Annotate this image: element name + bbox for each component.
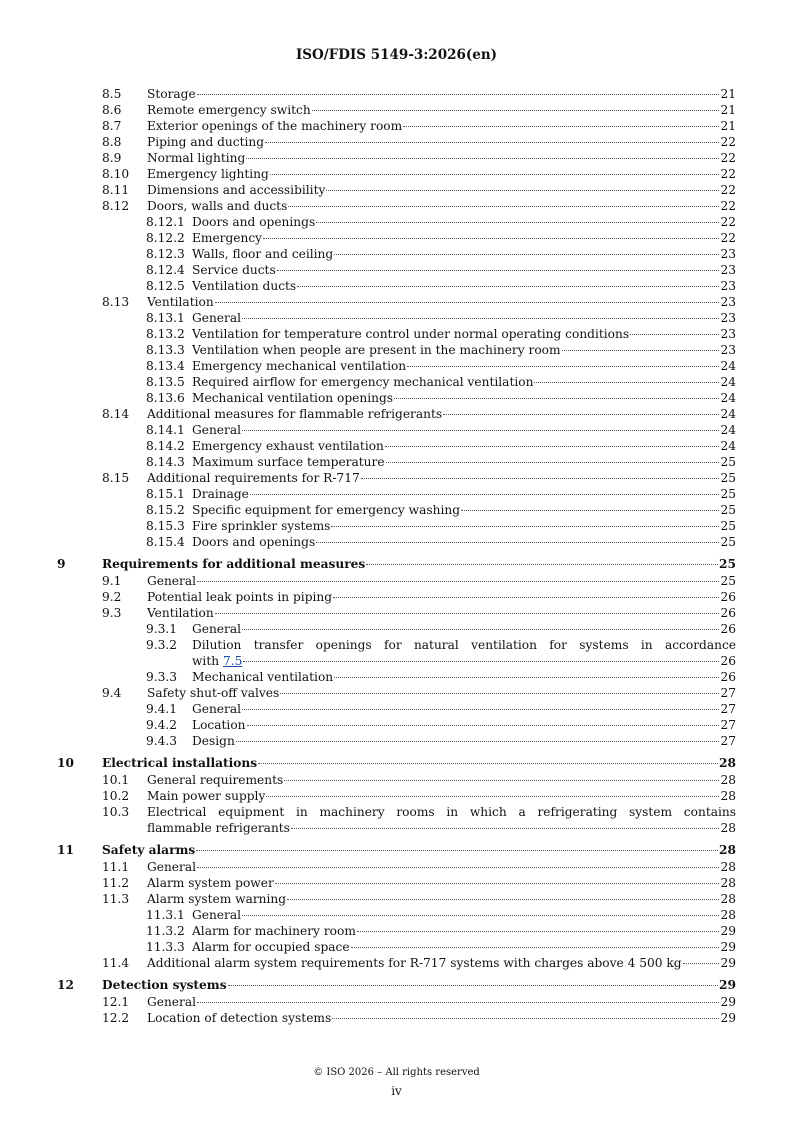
- toc-entry[interactable]: [0, 262, 793, 278]
- toc-entry[interactable]: [0, 939, 793, 955]
- toc-leader-dots: [258, 762, 718, 764]
- toc-leader-dots: [331, 525, 719, 527]
- toc-entry-page: 28: [720, 821, 736, 835]
- toc-entry[interactable]: [0, 406, 793, 422]
- toc-leader-dots: [247, 724, 720, 726]
- toc-entry-number: 8.9: [102, 151, 122, 165]
- toc-entry[interactable]: [0, 605, 793, 621]
- toc-entry-page: 28: [719, 843, 736, 857]
- toc-entry-page: 22: [720, 199, 736, 213]
- clause-reference-link[interactable]: 7.5: [222, 654, 243, 668]
- toc-entry-title: General: [147, 860, 196, 874]
- toc-entry-number: 8.12.5: [146, 279, 185, 293]
- toc-entry-page: 22: [720, 135, 736, 149]
- toc-leader-dots: [332, 1017, 719, 1019]
- toc-leader-dots: [334, 253, 719, 255]
- toc-entry-page: 22: [720, 231, 736, 245]
- toc-entry-page: 25: [720, 471, 736, 485]
- toc-entry-page: 28: [720, 773, 736, 787]
- toc-leader-dots: [351, 946, 720, 948]
- toc-entry-number: 11.1: [102, 860, 130, 874]
- toc-leader-dots: [197, 93, 720, 95]
- toc-leader-dots: [197, 866, 719, 868]
- toc-entry-number: 9.4: [102, 686, 122, 700]
- toc-entry-title: General: [192, 908, 241, 922]
- toc-leader-dots: [386, 461, 720, 463]
- toc-entry[interactable]: [0, 390, 793, 406]
- toc-entry[interactable]: [0, 278, 793, 294]
- toc-entry-number: 9.4.3: [146, 734, 178, 748]
- toc-entry-page: 23: [720, 295, 736, 309]
- toc-entry-title: Walls, floor and ceiling: [192, 247, 334, 261]
- toc-entry[interactable]: [0, 589, 793, 605]
- toc-leader-dots: [242, 914, 719, 916]
- toc-leader-dots: [242, 628, 719, 630]
- toc-entry[interactable]: [0, 214, 793, 230]
- toc-entry-page: 28: [720, 892, 736, 906]
- toc-leader-dots: [403, 125, 719, 127]
- toc-continuation-text: flammable refrigerants: [147, 821, 290, 835]
- toc-leader-dots: [407, 365, 719, 367]
- toc-entry-title-continued: [147, 820, 290, 836]
- toc-entry-number: 8.6: [102, 103, 122, 117]
- toc-entry-title: Additional measures for flammable refrigerants: [147, 407, 443, 421]
- toc-entry[interactable]: [0, 422, 793, 438]
- toc-leader-dots: [236, 740, 720, 742]
- toc-entry-page: 24: [720, 375, 736, 389]
- toc-entry-title: Remote emergency switch: [147, 103, 311, 117]
- toc-entry-page: 27: [720, 718, 736, 732]
- toc-entry[interactable]: [0, 573, 793, 589]
- toc-leader-dots: [361, 477, 720, 479]
- toc-entry-title: Emergency mechanical ventilation: [192, 359, 407, 373]
- toc-entry[interactable]: [0, 198, 793, 214]
- toc-entry-title: Detection systems: [102, 978, 227, 992]
- toc-entry-number: 8.12.3: [146, 247, 185, 261]
- toc-entry-number: 12.2: [102, 1011, 130, 1025]
- toc-entry[interactable]: [0, 842, 793, 858]
- toc-entry-page: 23: [720, 327, 736, 341]
- toc-entry[interactable]: [0, 182, 793, 198]
- toc-leader-dots: [326, 189, 719, 191]
- toc-entry[interactable]: [0, 733, 793, 749]
- toc-entry-title: Emergency exhaust ventilation: [192, 439, 384, 453]
- toc-entry[interactable]: [0, 134, 793, 150]
- toc-leader-dots: [280, 692, 719, 694]
- toc-entry-number: 11.3.3: [146, 940, 185, 954]
- toc-entry[interactable]: [0, 150, 793, 166]
- toc-entry[interactable]: [0, 1010, 793, 1026]
- toc-entry-page: 25: [720, 487, 736, 501]
- toc-entry-title: General: [147, 574, 196, 588]
- toc-entry-number: 10: [57, 756, 74, 770]
- toc-entry-title: Ventilation ducts: [192, 279, 297, 293]
- toc-entry-title: General requirements: [147, 773, 284, 787]
- toc-entry[interactable]: [0, 470, 793, 486]
- toc-entry[interactable]: [0, 669, 793, 685]
- toc-entry-title: Alarm for machinery room: [192, 924, 356, 938]
- toc-entry-number: 12: [57, 978, 74, 992]
- toc-entry-title: Safety shut-off valves: [147, 686, 280, 700]
- toc-entry-page: 25: [720, 455, 736, 469]
- toc-continuation-prefix: with: [192, 654, 223, 668]
- toc-entry[interactable]: [0, 875, 793, 891]
- toc-entry-number: 8.12.2: [146, 231, 185, 245]
- toc-leader-dots: [291, 827, 720, 829]
- toc-entry[interactable]: [0, 326, 793, 342]
- toc-entry-page: 26: [720, 590, 736, 604]
- toc-entry-title: Drainage: [192, 487, 249, 501]
- toc-entry-number: 8.13.1: [146, 311, 185, 325]
- toc-entry-page: 27: [720, 734, 736, 748]
- toc-entry-number: 12.1: [102, 995, 130, 1009]
- toc-entry-number: 8.14.3: [146, 455, 185, 469]
- toc-entry[interactable]: [0, 230, 793, 246]
- toc-entry-page: 29: [720, 924, 736, 938]
- toc-entry-title: Potential leak points in piping: [147, 590, 333, 604]
- toc-entry-number: 8.13: [102, 295, 130, 309]
- toc-leader-dots: [265, 141, 719, 143]
- toc-leader-dots: [197, 580, 719, 582]
- toc-leader-dots: [312, 109, 720, 111]
- toc-entry-title: Alarm for occupied space: [192, 940, 350, 954]
- toc-entry-number: 9.4.1: [146, 702, 178, 716]
- toc-entry-title: Service ducts: [192, 263, 276, 277]
- toc-entry-page: 28: [720, 908, 736, 922]
- toc-entry-page: 21: [720, 87, 736, 101]
- toc-entry-title: Doors and openings: [192, 215, 316, 229]
- toc-entry[interactable]: [0, 804, 793, 820]
- toc-entry-page: 25: [720, 535, 736, 549]
- toc-entry[interactable]: [0, 86, 793, 102]
- toc-entry-number: 10.1: [102, 773, 130, 787]
- toc-entry-number: 11.3: [102, 892, 130, 906]
- toc-entry-page: 26: [720, 606, 736, 620]
- toc-entry-number: 8.15.2: [146, 503, 185, 517]
- toc-leader-dots: [215, 301, 720, 303]
- toc-entry-title: Mechanical ventilation openings: [192, 391, 394, 405]
- toc-entry-number: 8.13.3: [146, 343, 185, 357]
- copyright-notice: © ISO 2026 – All rights reserved: [313, 1067, 480, 1078]
- toc-entry-number: 8.15: [102, 471, 130, 485]
- toc-entry-page: 26: [720, 622, 736, 636]
- toc-leader-dots: [243, 660, 719, 662]
- toc-entry[interactable]: [0, 685, 793, 701]
- toc-leader-dots: [263, 237, 719, 239]
- toc-entry-title: Ventilation for temperature control under normal operating conditions: [192, 327, 630, 341]
- toc-entry-title: General: [192, 423, 241, 437]
- toc-entry-page: 24: [720, 423, 736, 437]
- toc-entry-title: Ventilation when people are present in the machinery room: [192, 343, 561, 357]
- toc-entry-number: 8.12.4: [146, 263, 185, 277]
- toc-leader-dots: [228, 984, 718, 986]
- toc-leader-dots: [250, 493, 720, 495]
- toc-entry-number: 11.3.1: [146, 908, 185, 922]
- toc-entry-number: 9.3.2: [146, 638, 178, 652]
- toc-entry-page: 23: [720, 343, 736, 357]
- toc-entry-title: Location of detection systems: [147, 1011, 332, 1025]
- toc-entry-title: General: [192, 702, 241, 716]
- toc-leader-dots: [630, 333, 719, 335]
- toc-entry-title: General: [192, 311, 241, 325]
- toc-leader-dots: [334, 676, 719, 678]
- page-number: iv: [391, 1084, 402, 1098]
- toc-entry-number: 8.15.1: [146, 487, 185, 501]
- toc-leader-dots: [275, 882, 720, 884]
- toc-entry-number: 8.12.1: [146, 215, 185, 229]
- toc-entry[interactable]: [0, 701, 793, 717]
- toc-entry-number: 11: [57, 843, 74, 857]
- toc-leader-dots: [266, 795, 719, 797]
- toc-entry-title: Normal lighting: [147, 151, 246, 165]
- toc-entry[interactable]: [0, 166, 793, 182]
- toc-entry-title: Requirements for additional measures: [102, 557, 366, 571]
- toc-leader-dots: [357, 930, 720, 932]
- toc-entry-page: 25: [720, 503, 736, 517]
- toc-entry-title: Fire sprinkler systems: [192, 519, 331, 533]
- toc-leader-dots: [284, 779, 719, 781]
- toc-leader-dots: [333, 596, 719, 598]
- toc-entry-number: 9.3.3: [146, 670, 178, 684]
- toc-leader-dots: [197, 1001, 719, 1003]
- toc-leader-dots: [246, 157, 719, 159]
- toc-entry[interactable]: [0, 556, 793, 572]
- toc-entry-number: 8.14.1: [146, 423, 185, 437]
- toc-entry-page: 22: [720, 167, 736, 181]
- toc-entry-number: 9: [57, 557, 66, 571]
- toc-entry-page: 28: [720, 876, 736, 890]
- document-header: ISO/FDIS 5149-3:2026(en): [295, 47, 498, 63]
- toc-entry-number: 9.2: [102, 590, 122, 604]
- toc-entry-number: 10.3: [102, 805, 130, 819]
- toc-entry[interactable]: [0, 923, 793, 939]
- toc-entry[interactable]: [0, 454, 793, 470]
- toc-entry[interactable]: [0, 772, 793, 788]
- toc-entry-page: 29: [720, 995, 736, 1009]
- toc-entry-page: 24: [720, 407, 736, 421]
- toc-entry-page: 21: [720, 103, 736, 117]
- toc-entry-title: Design: [192, 734, 235, 748]
- toc-entry-page: 27: [720, 686, 736, 700]
- toc-entry-page: 29: [720, 1011, 736, 1025]
- toc-entry-title: Mechanical ventilation: [192, 670, 334, 684]
- toc-entry[interactable]: [0, 294, 793, 310]
- toc-entry[interactable]: [0, 859, 793, 875]
- toc-leader-dots: [562, 349, 720, 351]
- toc-entry-title-continued: [192, 653, 242, 669]
- toc-entry[interactable]: [0, 102, 793, 118]
- toc-entry[interactable]: [0, 342, 793, 358]
- toc-entry-page: 28: [720, 789, 736, 803]
- toc-entry-number: 11.3.2: [146, 924, 185, 938]
- toc-leader-dots: [288, 205, 719, 207]
- toc-entry-page: 28: [719, 756, 736, 770]
- toc-entry-title: Exterior openings of the machinery room: [147, 119, 403, 133]
- toc-entry-number: 8.5: [102, 87, 122, 101]
- toc-entry-title: Emergency lighting: [147, 167, 269, 181]
- toc-entry-number: 11.2: [102, 876, 130, 890]
- toc-leader-dots: [196, 849, 718, 851]
- toc-leader-dots: [534, 381, 719, 383]
- toc-leader-dots: [683, 962, 720, 964]
- toc-leader-dots: [394, 397, 719, 399]
- toc-entry-page: 24: [720, 439, 736, 453]
- toc-entry-page: 23: [720, 311, 736, 325]
- toc-entry-number: 8.15.3: [146, 519, 185, 533]
- toc-entry-number: 11.4: [102, 956, 130, 970]
- toc-leader-dots: [215, 612, 720, 614]
- toc-leader-dots: [242, 317, 719, 319]
- toc-entry[interactable]: [0, 358, 793, 374]
- toc-entry-number: 9.1: [102, 574, 122, 588]
- toc-entry[interactable]: [0, 621, 793, 637]
- toc-entry-number: 8.14.2: [146, 439, 185, 453]
- toc-entry-number: 8.11: [102, 183, 130, 197]
- toc-entry-number: 8.7: [102, 119, 122, 133]
- toc-entry-number: 8.14: [102, 407, 130, 421]
- toc-entry-title: General: [147, 995, 196, 1009]
- toc-entry-title: Required airflow for emergency mechanical ventilation: [192, 375, 534, 389]
- toc-leader-dots: [242, 708, 719, 710]
- toc-entry-page: 29: [719, 978, 736, 992]
- toc-entry-number: 10.2: [102, 789, 130, 803]
- toc-entry-page: 29: [720, 956, 736, 970]
- toc-entry[interactable]: [0, 755, 793, 771]
- toc-entry-title: Dimensions and accessibility: [147, 183, 326, 197]
- toc-entry-title: Main power supply: [147, 789, 266, 803]
- toc-entry-page: 29: [720, 940, 736, 954]
- toc-entry-page: 25: [720, 519, 736, 533]
- toc-entry-title: Doors and openings: [192, 535, 316, 549]
- toc-entry[interactable]: [0, 118, 793, 134]
- toc-entry[interactable]: [0, 955, 793, 971]
- toc-entry-number: 9.3.1: [146, 622, 178, 636]
- toc-entry-title: Ventilation: [147, 295, 214, 309]
- toc-entry-title: Ventilation: [147, 606, 214, 620]
- toc-entry-title: Electrical equipment in machinery rooms in which a refrigerating system contains: [147, 805, 736, 819]
- toc-entry[interactable]: [0, 907, 793, 923]
- toc-entry-page: 24: [720, 359, 736, 373]
- toc-entry-page: 26: [720, 654, 736, 668]
- toc-entry-title: Doors, walls and ducts: [147, 199, 288, 213]
- toc-entry-number: 8.13.2: [146, 327, 185, 341]
- toc-entry[interactable]: [0, 518, 793, 534]
- toc-leader-dots: [316, 221, 719, 223]
- toc-entry-title: Piping and ducting: [147, 135, 265, 149]
- toc-entry-title: Safety alarms: [102, 843, 196, 857]
- toc-leader-dots: [366, 563, 718, 565]
- toc-leader-dots: [443, 413, 719, 415]
- toc-entry-title: Additional alarm system requirements for R-717 systems with charges above 4 500 kg: [147, 956, 682, 970]
- toc-entry-title: Storage: [147, 87, 196, 101]
- toc-entry-number: 9.4.2: [146, 718, 178, 732]
- toc-entry-title: Electrical installations: [102, 756, 258, 770]
- toc-leader-dots: [461, 509, 719, 511]
- toc-entry[interactable]: [0, 374, 793, 390]
- toc-leader-dots: [277, 269, 720, 271]
- toc-entry-number: 8.13.5: [146, 375, 185, 389]
- toc-entry-title: Additional requirements for R-717: [147, 471, 360, 485]
- toc-entry-title: Dilution transfer openings for natural ventilation for systems in accordance: [192, 638, 736, 652]
- toc-entry[interactable]: [0, 438, 793, 454]
- toc-entry[interactable]: [0, 891, 793, 907]
- toc-entry-title: Specific equipment for emergency washing: [192, 503, 461, 517]
- toc-entry-page: 23: [720, 247, 736, 261]
- toc-entry-page: 27: [720, 702, 736, 716]
- toc-entry[interactable]: [0, 310, 793, 326]
- toc-entry-page: 21: [720, 119, 736, 133]
- toc-entry[interactable]: [0, 977, 793, 993]
- toc-entry[interactable]: [0, 717, 793, 733]
- toc-entry-title: Alarm system power: [147, 876, 274, 890]
- toc-leader-dots: [270, 173, 720, 175]
- toc-entry-number: 8.13.4: [146, 359, 185, 373]
- toc-entry-continuation[interactable]: [0, 820, 793, 836]
- toc-entry-title: Maximum surface temperature: [192, 455, 385, 469]
- toc-leader-dots: [242, 429, 719, 431]
- toc-entry[interactable]: [0, 486, 793, 502]
- toc-entry-number: 8.13.6: [146, 391, 185, 405]
- toc-entry[interactable]: [0, 534, 793, 550]
- toc-entry[interactable]: [0, 502, 793, 518]
- toc-entry-number: 8.10: [102, 167, 130, 181]
- toc-entry-page: 22: [720, 215, 736, 229]
- toc-entry-title: Emergency: [192, 231, 263, 245]
- toc-entry-continuation[interactable]: [0, 653, 793, 669]
- toc-entry-number: 8.15.4: [146, 535, 185, 549]
- toc-entry[interactable]: [0, 994, 793, 1010]
- toc-leader-dots: [385, 445, 720, 447]
- toc-entry-page: 25: [719, 557, 736, 571]
- toc-entry-number: 9.3: [102, 606, 122, 620]
- toc-entry-page: 23: [720, 263, 736, 277]
- toc-entry[interactable]: [0, 788, 793, 804]
- toc-entry-number: 8.8: [102, 135, 122, 149]
- toc-entry-number: 8.12: [102, 199, 130, 213]
- toc-entry-title: Alarm system warning: [147, 892, 287, 906]
- toc-entry-page: 23: [720, 279, 736, 293]
- toc-leader-dots: [297, 285, 719, 287]
- toc-entry-title: Location: [192, 718, 246, 732]
- toc-entry-page: 26: [720, 670, 736, 684]
- toc-entry-page: 28: [720, 860, 736, 874]
- toc-leader-dots: [287, 898, 719, 900]
- toc-entry-page: 22: [720, 183, 736, 197]
- toc-entry-page: 24: [720, 391, 736, 405]
- toc-leader-dots: [316, 541, 719, 543]
- toc-entry[interactable]: [0, 637, 793, 653]
- toc-entry-page: 25: [720, 574, 736, 588]
- toc-entry-page: 22: [720, 151, 736, 165]
- toc-entry-title: General: [192, 622, 241, 636]
- toc-entry[interactable]: [0, 246, 793, 262]
